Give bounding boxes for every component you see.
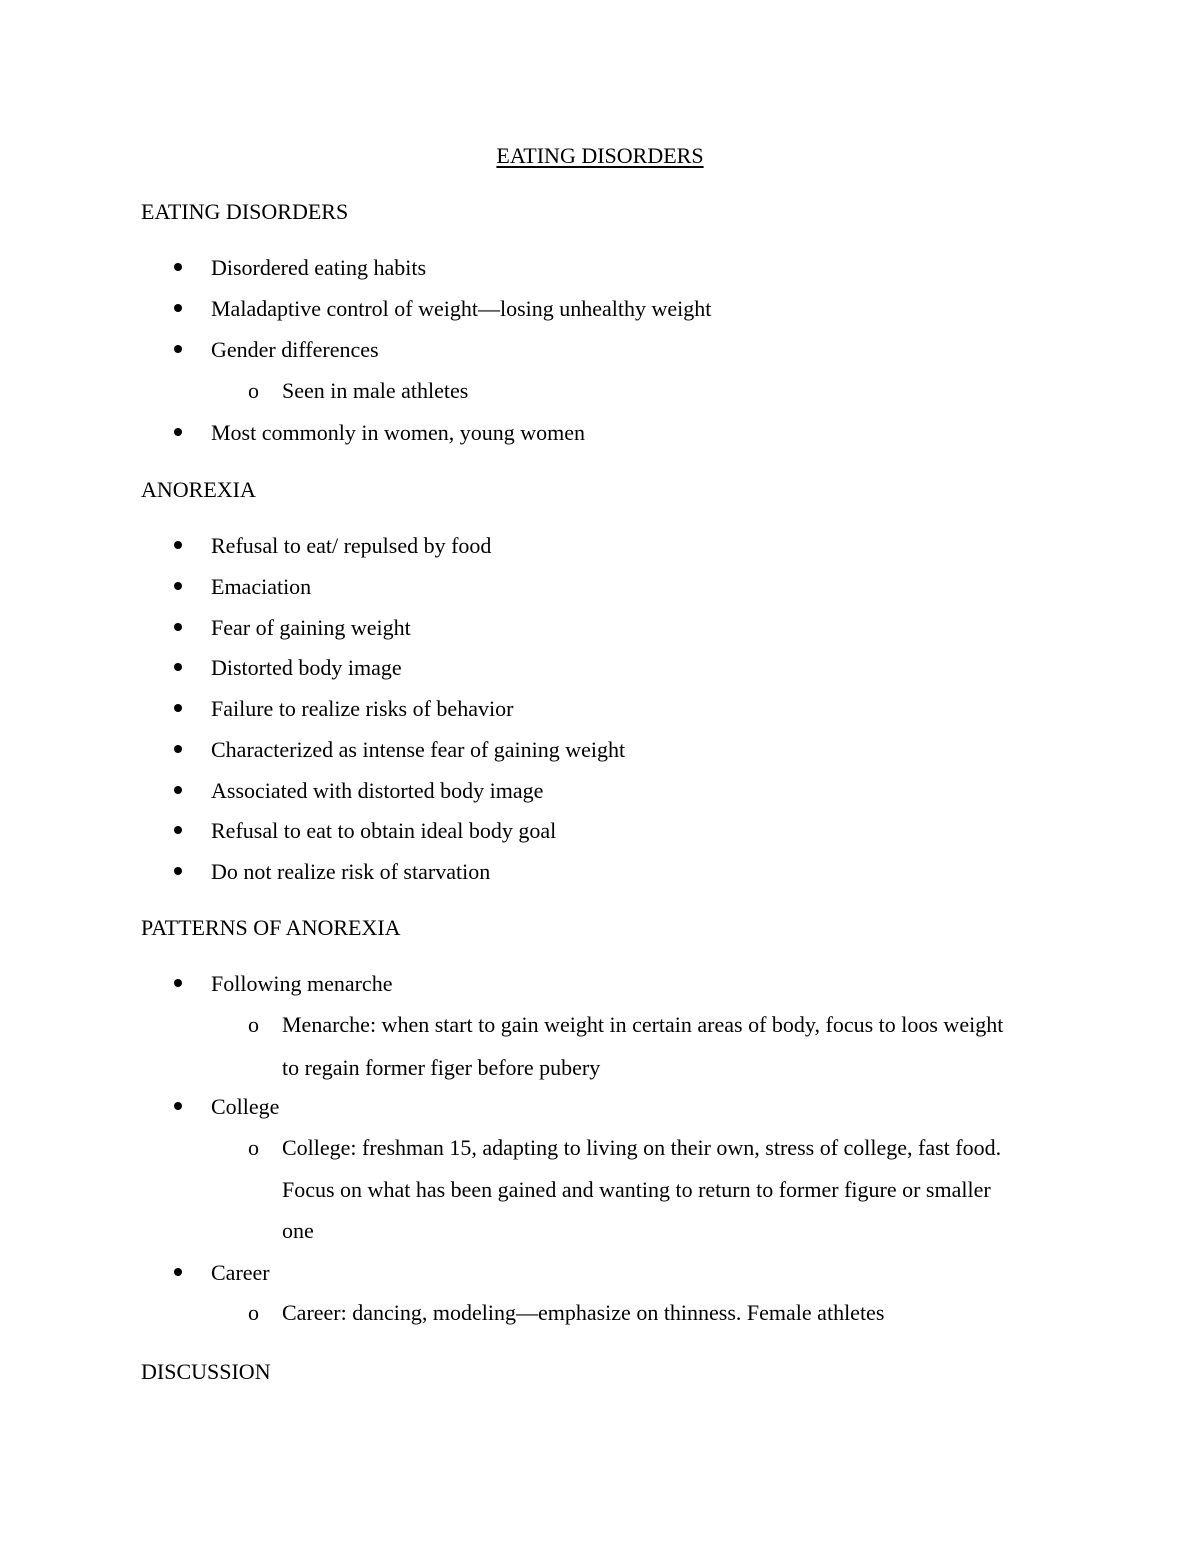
sub-list-item-continuation: to regain former figer before pubery — [282, 1055, 601, 1080]
sub-list-item: Menarche: when start to gain weight in certain areas of body, focus to loos weight — [282, 1012, 1004, 1037]
sub-bullet-icon: o — [248, 1300, 259, 1325]
sub-list-item: Career: dancing, modeling—emphasize on thinness. Female athletes — [282, 1300, 885, 1325]
bullet-icon — [174, 1268, 182, 1276]
bullet-icon — [174, 582, 182, 590]
sub-list-item-continuation: Focus on what has been gained and wanting to return to former figure or smaller — [282, 1177, 991, 1202]
list-item: Career — [211, 1260, 270, 1285]
sub-bullet-icon: o — [248, 1012, 259, 1037]
document-title: EATING DISORDERS — [496, 143, 704, 168]
bullet-icon — [174, 263, 182, 271]
section-heading-discussion: DISCUSSION — [141, 1359, 271, 1384]
list-item: Following menarche — [211, 971, 393, 996]
bullet-icon — [174, 867, 182, 875]
bullet-icon — [174, 304, 182, 312]
bullet-icon — [174, 663, 182, 671]
bullet-icon — [174, 1102, 182, 1110]
list-item: Do not realize risk of starvation — [211, 859, 491, 884]
bullet-icon — [174, 826, 182, 834]
bullet-icon — [174, 745, 182, 753]
list-item: Fear of gaining weight — [211, 615, 411, 640]
list-item: Characterized as intense fear of gaining weight — [211, 737, 626, 762]
sub-list-item: College: freshman 15, adapting to living on their own, stress of college, fast food. — [282, 1135, 1002, 1160]
list-item: Refusal to eat to obtain ideal body goal — [211, 818, 557, 843]
section-heading-eating-disorders: EATING DISORDERS — [141, 199, 349, 224]
sub-bullet-icon: o — [248, 378, 259, 403]
bullet-icon — [174, 979, 182, 987]
list-item: Associated with distorted body image — [211, 778, 544, 803]
bullet-icon — [174, 786, 182, 794]
section-heading-anorexia: ANOREXIA — [141, 477, 256, 502]
bullet-icon — [174, 345, 182, 353]
bullet-icon — [174, 541, 182, 549]
list-item: Disordered eating habits — [211, 255, 427, 280]
sub-bullet-icon: o — [248, 1135, 259, 1160]
list-item: Emaciation — [211, 574, 312, 599]
sub-list-item: Seen in male athletes — [282, 378, 469, 403]
list-item: Gender differences — [211, 337, 379, 362]
bullet-icon — [174, 623, 182, 631]
list-item: Distorted body image — [211, 655, 402, 680]
sub-list-item-continuation: one — [282, 1218, 314, 1243]
list-item: College — [211, 1094, 280, 1119]
bullet-icon — [174, 704, 182, 712]
list-item: Failure to realize risks of behavior — [211, 696, 514, 721]
list-item: Most commonly in women, young women — [211, 420, 585, 445]
section-heading-patterns-of-anorexia: PATTERNS OF ANOREXIA — [141, 915, 401, 940]
bullet-icon — [174, 428, 182, 436]
list-item: Refusal to eat/ repulsed by food — [211, 533, 492, 558]
list-item: Maladaptive control of weight—losing unhealthy weight — [211, 296, 712, 321]
